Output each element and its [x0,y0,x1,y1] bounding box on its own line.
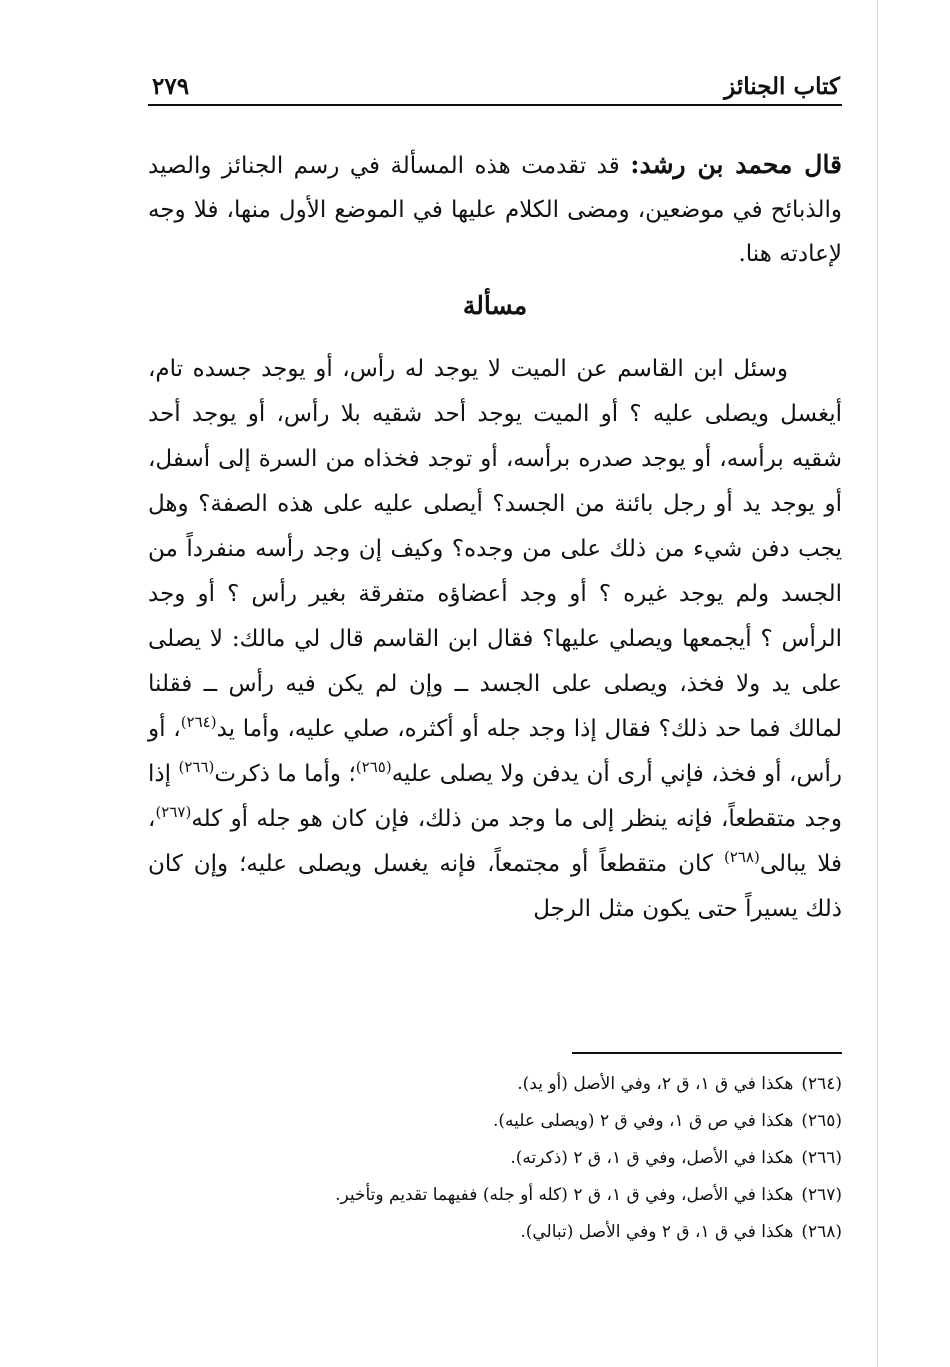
body-segment-6: كان متقطعاً أو مجتمعاً، فإنه يغسل ويصلى عليه؛ وإن كان ذلك يسيراً حتى يكون مثل الرجل [148,851,842,922]
commentary-speaker: قال محمد بن رشد: [630,150,843,179]
running-header [148,70,842,106]
footnote-ref-268[interactable]: (٢٦٨) [723,848,760,866]
footnote-text: هكذا في ص ق ١، وفي ق ٢ (ويصلى عليه). [492,1111,794,1131]
footnotes-list [148,1066,842,1251]
section-title: مسألة [462,291,528,320]
footnote-item [148,1214,842,1251]
footnote-number: (٢٦٦) [801,1148,842,1168]
footnote-number: (٢٦٧) [801,1185,842,1205]
body-segment-1: وسئل ابن القاسم عن الميت لا يوجد له رأس، أو يوجد جسده تام، أيغسل ويصلى عليه ؟ أو الميت يوجد أحد شقيه بلا رأس، أو يوجد أحد شقيه برأسه، أو يوجد صدره برأسه، أو توجد فخذاه من السرة إلى أسفل، أو يوجد يد أو رجل بائنة من الجسد؟ أيصلى عليه على هذه الصفة؟ وهل يجب دفن شيء من ذلك على من وجده؟ وكيف إن وجد رأسه منفرداً من الجسد ولم يوجد غيره ؟ أو وجد أعضاؤه متفرقة بغير رأس ؟ أو وجد الرأس ؟ أيجمعها ويصلي عليها؟ فقال ابن القاسم قال لي مالك: لا يصلى على يد ولا فخذ، ويصلى على الجسد ــ وإن لم يكن فيه رأس ــ فقلنا لمالك فما حد ذلك؟ فقال إذا وجد جله أو أكثره، صلي عليه، وأما يد [148,356,843,742]
footnote-text: هكذا في ق ١، ق ٢، وفي الأصل (أو يد). [517,1074,794,1094]
footnote-item [148,1140,842,1177]
body-segment-3: ؛ وأما ما ذكرت [214,761,356,787]
footnote-item [148,1066,842,1103]
commentary-text: قد تقدمت هذه المسألة في رسم الجنائز والصيد والذبائح في موضعين، ومضى الكلام عليها في الموضع الأول منها، فلا وجه لإعادته هنا. [148,153,842,267]
footnote-ref-266[interactable]: (٢٦٦) [178,758,215,776]
main-paragraph [148,347,842,932]
footnote-text: هكذا في الأصل، وفي ق ١، ق ٢ (كله أو جله) ففيهما تقديم وتأخير. [335,1185,794,1205]
book-page [148,0,842,1367]
body-segment-5: ، فلا يبالى [148,806,842,877]
footnote-text: هكذا في ق ١، ق ٢ وفي الأصل (تبالي). [520,1222,794,1242]
body-segment-4: إذا وجد متقطعاً، فإنه ينظر إلى ما وجد من ذلك، فإن كان هو جله أو كله [148,761,842,832]
commentary-paragraph [148,143,842,276]
footnote-item [148,1103,842,1140]
footnote-ref-264[interactable]: (٢٦٤) [180,713,217,731]
footnote-number: (٢٦٨) [801,1222,842,1242]
body-segment-2: ، أو رأس، أو فخذ، فإني أرى أن يدفن ولا يصلى عليه [148,716,842,787]
footnote-divider [572,1052,842,1054]
footnote-ref-267[interactable]: (٢٦٧) [155,803,192,821]
page-edge-line [877,0,878,1367]
footnote-ref-265[interactable]: (٢٦٥) [355,758,392,776]
page-number: ٢٧٩ [152,73,190,100]
footnote-item [148,1177,842,1214]
chapter-title: كتاب الجنائز [724,73,840,100]
footnote-number: (٢٦٤) [801,1074,842,1094]
footnote-text: هكذا في الأصل، وفي ق ١، ق ٢ (ذكرته). [510,1148,794,1168]
footnote-number: (٢٦٥) [801,1111,842,1131]
